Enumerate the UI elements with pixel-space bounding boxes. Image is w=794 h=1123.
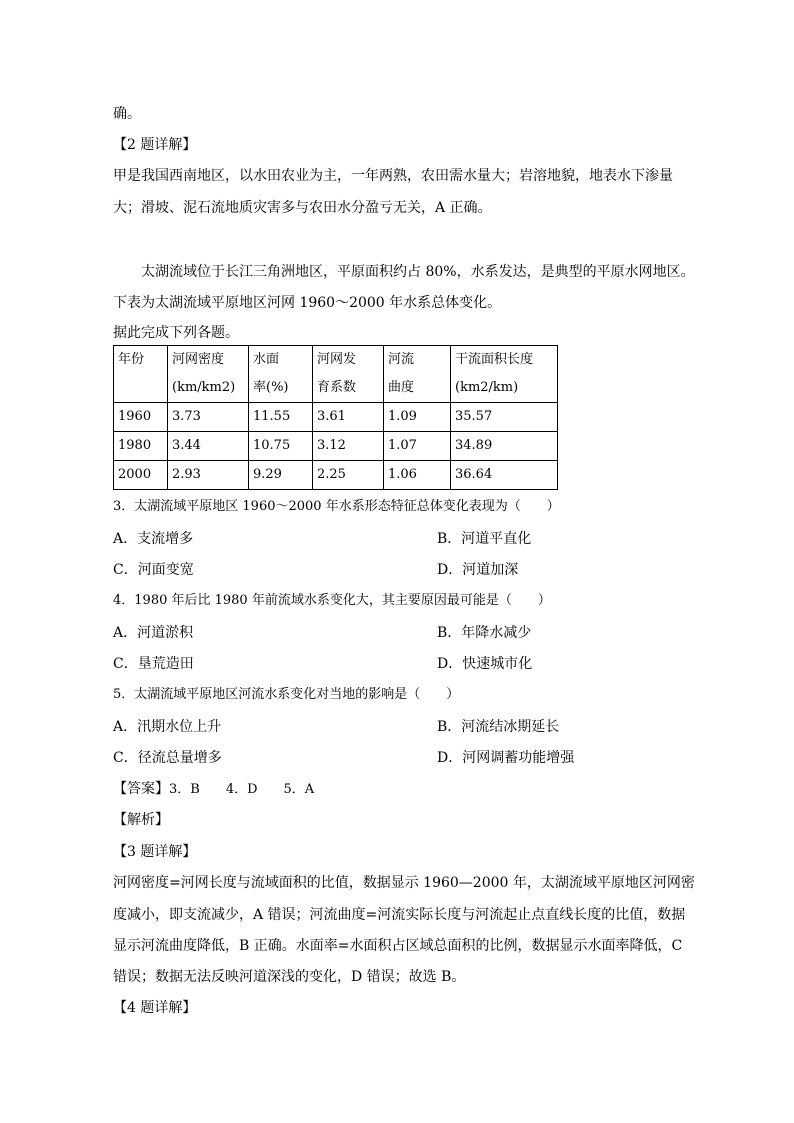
table-cell: 1960: [114, 403, 168, 432]
option-5c: C．径流总量增多: [113, 750, 222, 766]
detail-3-line: 河网密度=河网长度与流域面积的比值，数据显示 1960—2000 年，太湖流域平原地区河网密: [113, 875, 695, 891]
header-cell: 河流 曲度: [384, 346, 451, 403]
table-cell: 11.55: [249, 403, 313, 432]
intro-paragraph: 太湖流域位于长江三角洲地区，平原面积约占 80%，水系发达，是典型的平原水网地区。: [141, 264, 695, 280]
question-5: 5．太湖流域平原地区河流水系变化对当地的影响是（ ）: [113, 687, 460, 702]
table-row: [114, 403, 558, 432]
header-cell: 河网密度 (km/km2): [168, 346, 249, 403]
option-4d: D．快速城市化: [437, 656, 533, 672]
text-line: 大；滑坡、泥石流地质灾害多与农田水分盈亏无关，A 正确。: [113, 200, 492, 216]
header-cell: 河网发 育系数: [313, 346, 384, 403]
table-cell: 1.06: [384, 461, 451, 490]
analysis-label: 【解析】: [113, 812, 169, 828]
table-cell: 3.12: [313, 432, 384, 461]
table-cell: 34.89: [451, 432, 558, 461]
table-cell: 35.57: [451, 403, 558, 432]
table-cell: 2.25: [313, 461, 384, 490]
answer-label: 【答案】: [113, 781, 169, 797]
section-label: 【2 题详解】: [113, 137, 197, 153]
table-header-row: [114, 346, 558, 403]
header-cell: 年份: [114, 346, 168, 403]
instruction-line: 据此完成下列各题。: [113, 325, 239, 341]
table-cell: 1980: [114, 432, 168, 461]
option-5a: A．汛期水位上升: [113, 719, 222, 735]
option-4c: C．垦荒造田: [113, 656, 194, 672]
table-cell: 3.73: [168, 403, 249, 432]
table-cell: 2.93: [168, 461, 249, 490]
detail-3-line: 错误；数据无法反映河道深浅的变化，D 错误；故选 B。: [113, 969, 466, 985]
option-3d: D．河道加深: [437, 562, 519, 578]
table-cell: 1.09: [384, 403, 451, 432]
option-4a: A．河道淤积: [113, 625, 194, 641]
table-cell: 36.64: [451, 461, 558, 490]
table-cell: 10.75: [249, 432, 313, 461]
text-line: 确。: [113, 106, 141, 122]
table-row: [114, 461, 558, 490]
option-5d: D．河网调蓄功能增强: [437, 750, 575, 766]
detail-3-line: 显示河流曲度降低，B 正确。水面率=水面积占区域总面积的比例，数据显示水面率降低，C: [113, 938, 683, 954]
detail-3-line: 度减小，即支流减少，A 错误；河流曲度=河流实际长度与河流起止点直线长度的比值，数据: [113, 907, 686, 923]
answer-line: [113, 779, 314, 800]
option-3a: A．支流增多: [113, 531, 194, 547]
option-3c: C．河面变宽: [113, 562, 194, 578]
question-3: 3．太湖流域平原地区 1960～2000 年水系形态特征总体变化表现为（ ）: [113, 499, 560, 514]
table-row: [114, 432, 558, 461]
table-cell: 2000: [114, 461, 168, 490]
question-4: 4．1980 年后比 1980 年前流域水系变化大，其主要原因最可能是（ ）: [113, 593, 551, 608]
answer-values: 3．B 4．D 5．A: [169, 782, 315, 797]
table-cell: 9.29: [249, 461, 313, 490]
header-cell: 水面 率(%): [249, 346, 313, 403]
detail-3-label: 【3 题详解】: [113, 844, 197, 860]
detail-4-label: 【4 题详解】: [113, 1000, 197, 1016]
option-4b: B．年降水减少: [437, 625, 532, 641]
table-cell: 1.07: [384, 432, 451, 461]
option-3b: B．河道平直化: [437, 531, 532, 547]
intro-line: 下表为太湖流域平原地区河网 1960～2000 年水系总体变化。: [113, 295, 502, 311]
data-table: [113, 345, 558, 490]
table-cell: 3.44: [168, 432, 249, 461]
option-5b: B．河流结冰期延长: [437, 719, 560, 735]
header-cell: 干流面积长度 (km2/km): [451, 346, 558, 403]
text-line: 甲是我国西南地区，以水田农业为主，一年两熟，农田需水量大；岩溶地貌，地表水下渗量: [113, 168, 673, 184]
table-cell: 3.61: [313, 403, 384, 432]
